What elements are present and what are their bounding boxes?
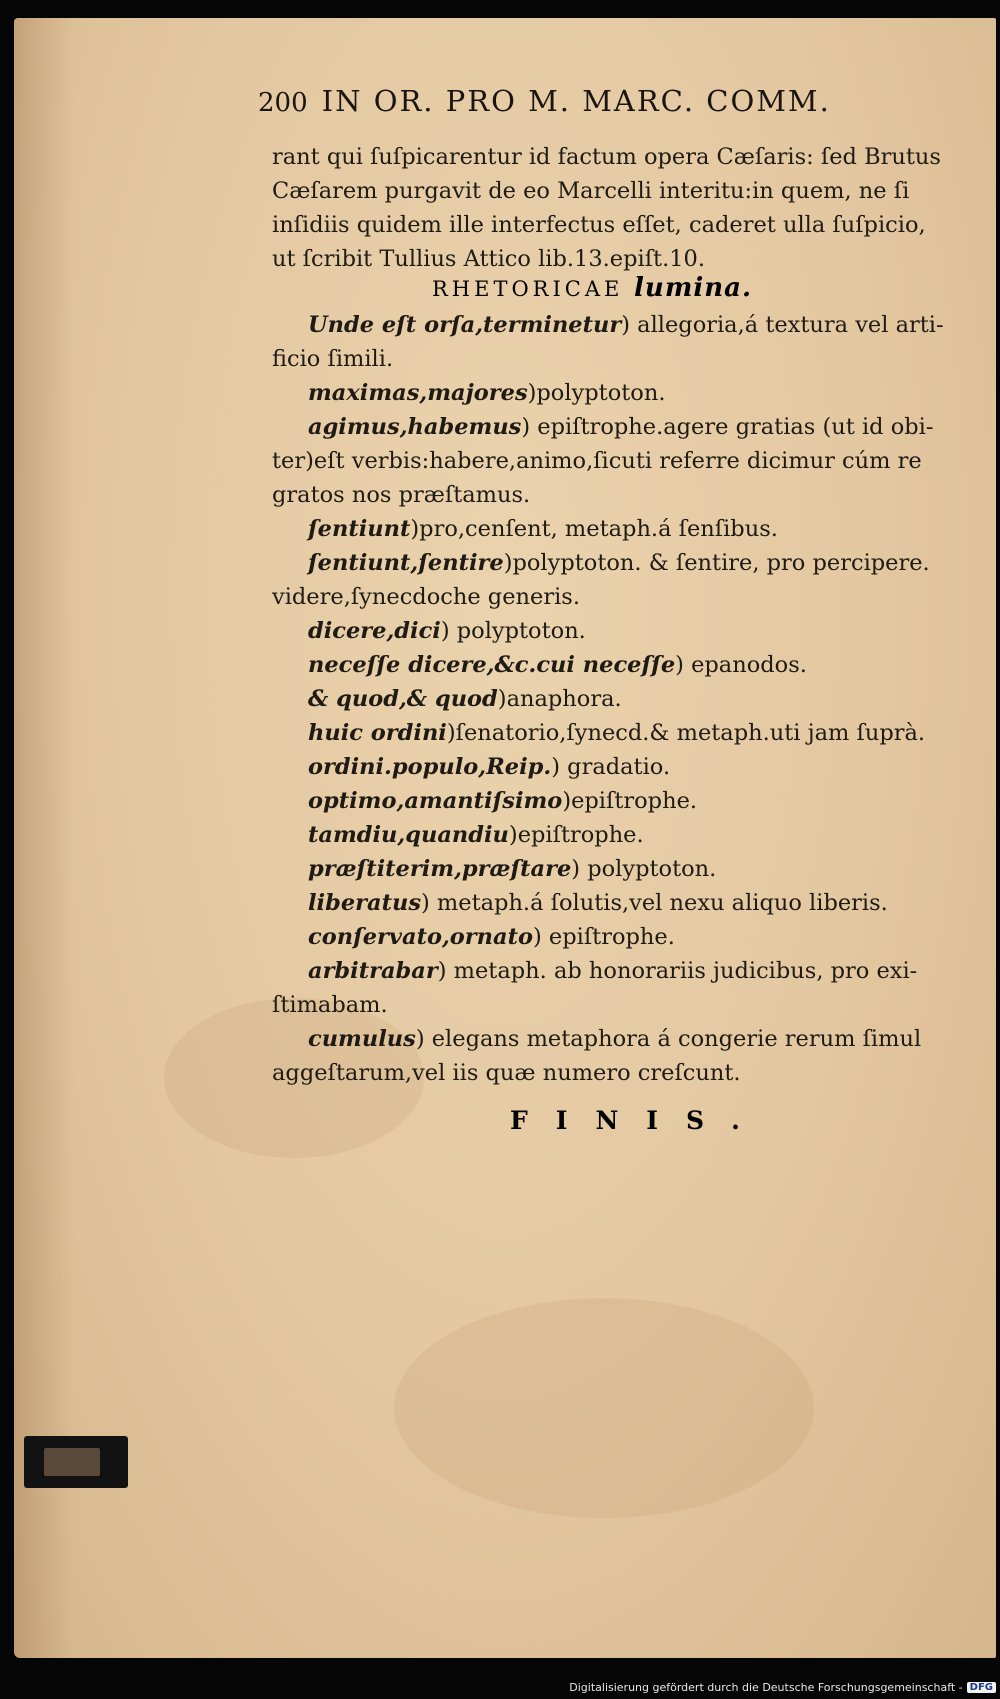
entry-term: liberatus	[308, 890, 421, 916]
section-heading	[432, 273, 752, 303]
entry-term: & quod,& quod	[308, 686, 498, 712]
entry-text: )polyptoton.	[527, 380, 666, 406]
glossary-entry	[308, 546, 930, 580]
entry-text: ) allegoria,á textura vel arti-	[621, 312, 944, 338]
glossary-entry	[308, 614, 586, 648]
footer-text: Digitalisierung gefördert durch die Deutsche Forschungsgemeinschaft -	[569, 1680, 963, 1694]
finis-mark: FINIS.	[510, 1106, 768, 1135]
entry-term: maximas,majores	[308, 380, 528, 406]
entry-term: ſentiunt	[308, 516, 411, 542]
entry-term: neceſſe dicere,&c.cui neceſſe	[308, 652, 676, 678]
entry-text: ) metaph.á ſolutis,vel nexu aliquo liberis.	[421, 890, 888, 916]
entry-continuation: gratos nos præſtamus.	[272, 482, 531, 508]
entry-text: ) epanodos.	[675, 652, 807, 678]
entry-term: optimo,amantiſsimo	[308, 788, 563, 814]
entry-continuation: ter)eſt verbis:habere,animo,ſicuti referre dicimur cúm re	[272, 448, 922, 474]
entry-text: ) epiſtrophe.agere gratias (ut id obi-	[521, 414, 934, 440]
glossary-entry	[308, 308, 944, 342]
entry-text: ) polyptoton.	[440, 618, 586, 644]
entry-term: Unde eſt orſa,terminetur	[308, 312, 622, 338]
entry-term: dicere,dici	[308, 618, 441, 644]
entry-term: cumulus	[308, 1026, 416, 1052]
entry-term: agimus,habemus	[308, 414, 522, 440]
entry-term: ordini.populo,Reip.	[308, 754, 552, 780]
body-line: ut ſcribit Tullius Attico lib.13.epiſt.10.	[272, 246, 706, 272]
entry-term: tamdiu,quandiu	[308, 822, 509, 848]
entry-term: conſervato,ornato	[308, 924, 533, 950]
glossary-entry	[308, 784, 697, 818]
body-line: rant qui ſuſpicarentur id factum opera Cæſaris: ſed Brutus	[272, 144, 941, 170]
section-heading-italic: lumina.	[634, 273, 753, 303]
entry-text: )epiſtrophe.	[508, 822, 644, 848]
body-line: Cæſarem purgavit de eo Marcelli interitu:in quem, ne ſi	[272, 178, 910, 204]
entry-term: arbitrabar	[308, 958, 438, 984]
digitization-footer	[569, 1677, 996, 1697]
glossary-entry	[308, 682, 622, 716]
entry-term: ſentiunt,ſentire	[308, 550, 504, 576]
entry-text: ) gradatio.	[551, 754, 671, 780]
entry-text: ) polyptoton.	[571, 856, 717, 882]
glossary-entry	[308, 886, 888, 920]
glossary-entry	[308, 648, 807, 682]
glossary-entry	[308, 410, 933, 444]
glossary-entry	[308, 852, 716, 886]
running-title: IN OR. PRO M. MARC. COMM.	[321, 84, 831, 118]
entry-text: ) epiſtrophe.	[533, 924, 675, 950]
entry-continuation: ficio ſimili.	[272, 346, 394, 372]
entry-text: ) metaph. ab honorariis judicibus, pro exi-	[437, 958, 918, 984]
body-line: inſidiis quidem ille interfectus eſſet, caderet ulla ſuſpicio,	[272, 212, 926, 238]
glossary-entry	[308, 954, 917, 988]
binding-tab	[24, 1436, 128, 1488]
glossary-entry	[308, 920, 675, 954]
glossary-entry	[308, 750, 670, 784]
dfg-logo: DFG	[967, 1682, 996, 1693]
entry-text: ) elegans metaphora á congerie rerum ſimul	[415, 1026, 922, 1052]
glossary-entry	[308, 1022, 921, 1056]
paper-stain	[394, 1298, 814, 1518]
entry-text: )ſenatorio,ſynecd.& metaph.uti jam ſuprà.	[446, 720, 926, 746]
entry-continuation: ſtimabam.	[272, 992, 388, 1018]
entry-continuation: videre,ſynecdoche generis.	[272, 584, 580, 610]
entry-continuation: aggeſtarum,vel iis quæ numero creſcunt.	[272, 1060, 741, 1086]
entry-text: )polyptoton. & ſentire, pro percipere.	[503, 550, 930, 576]
entry-text: )epiſtrophe.	[562, 788, 698, 814]
glossary-entry	[308, 818, 644, 852]
entry-text: )pro,cenſent, metaph.á ſenſibus.	[410, 516, 778, 542]
glossary-entry	[308, 376, 665, 410]
glossary-entry	[308, 512, 778, 546]
page-number: 200	[258, 88, 308, 118]
running-header	[258, 84, 938, 126]
section-heading-caps: RHETORICAE	[432, 277, 624, 301]
glossary-entry	[308, 716, 925, 750]
entry-term: huic ordini	[308, 720, 447, 746]
entry-term: præſtiterim,præſtare	[308, 856, 572, 882]
entry-text: )anaphora.	[497, 686, 622, 712]
